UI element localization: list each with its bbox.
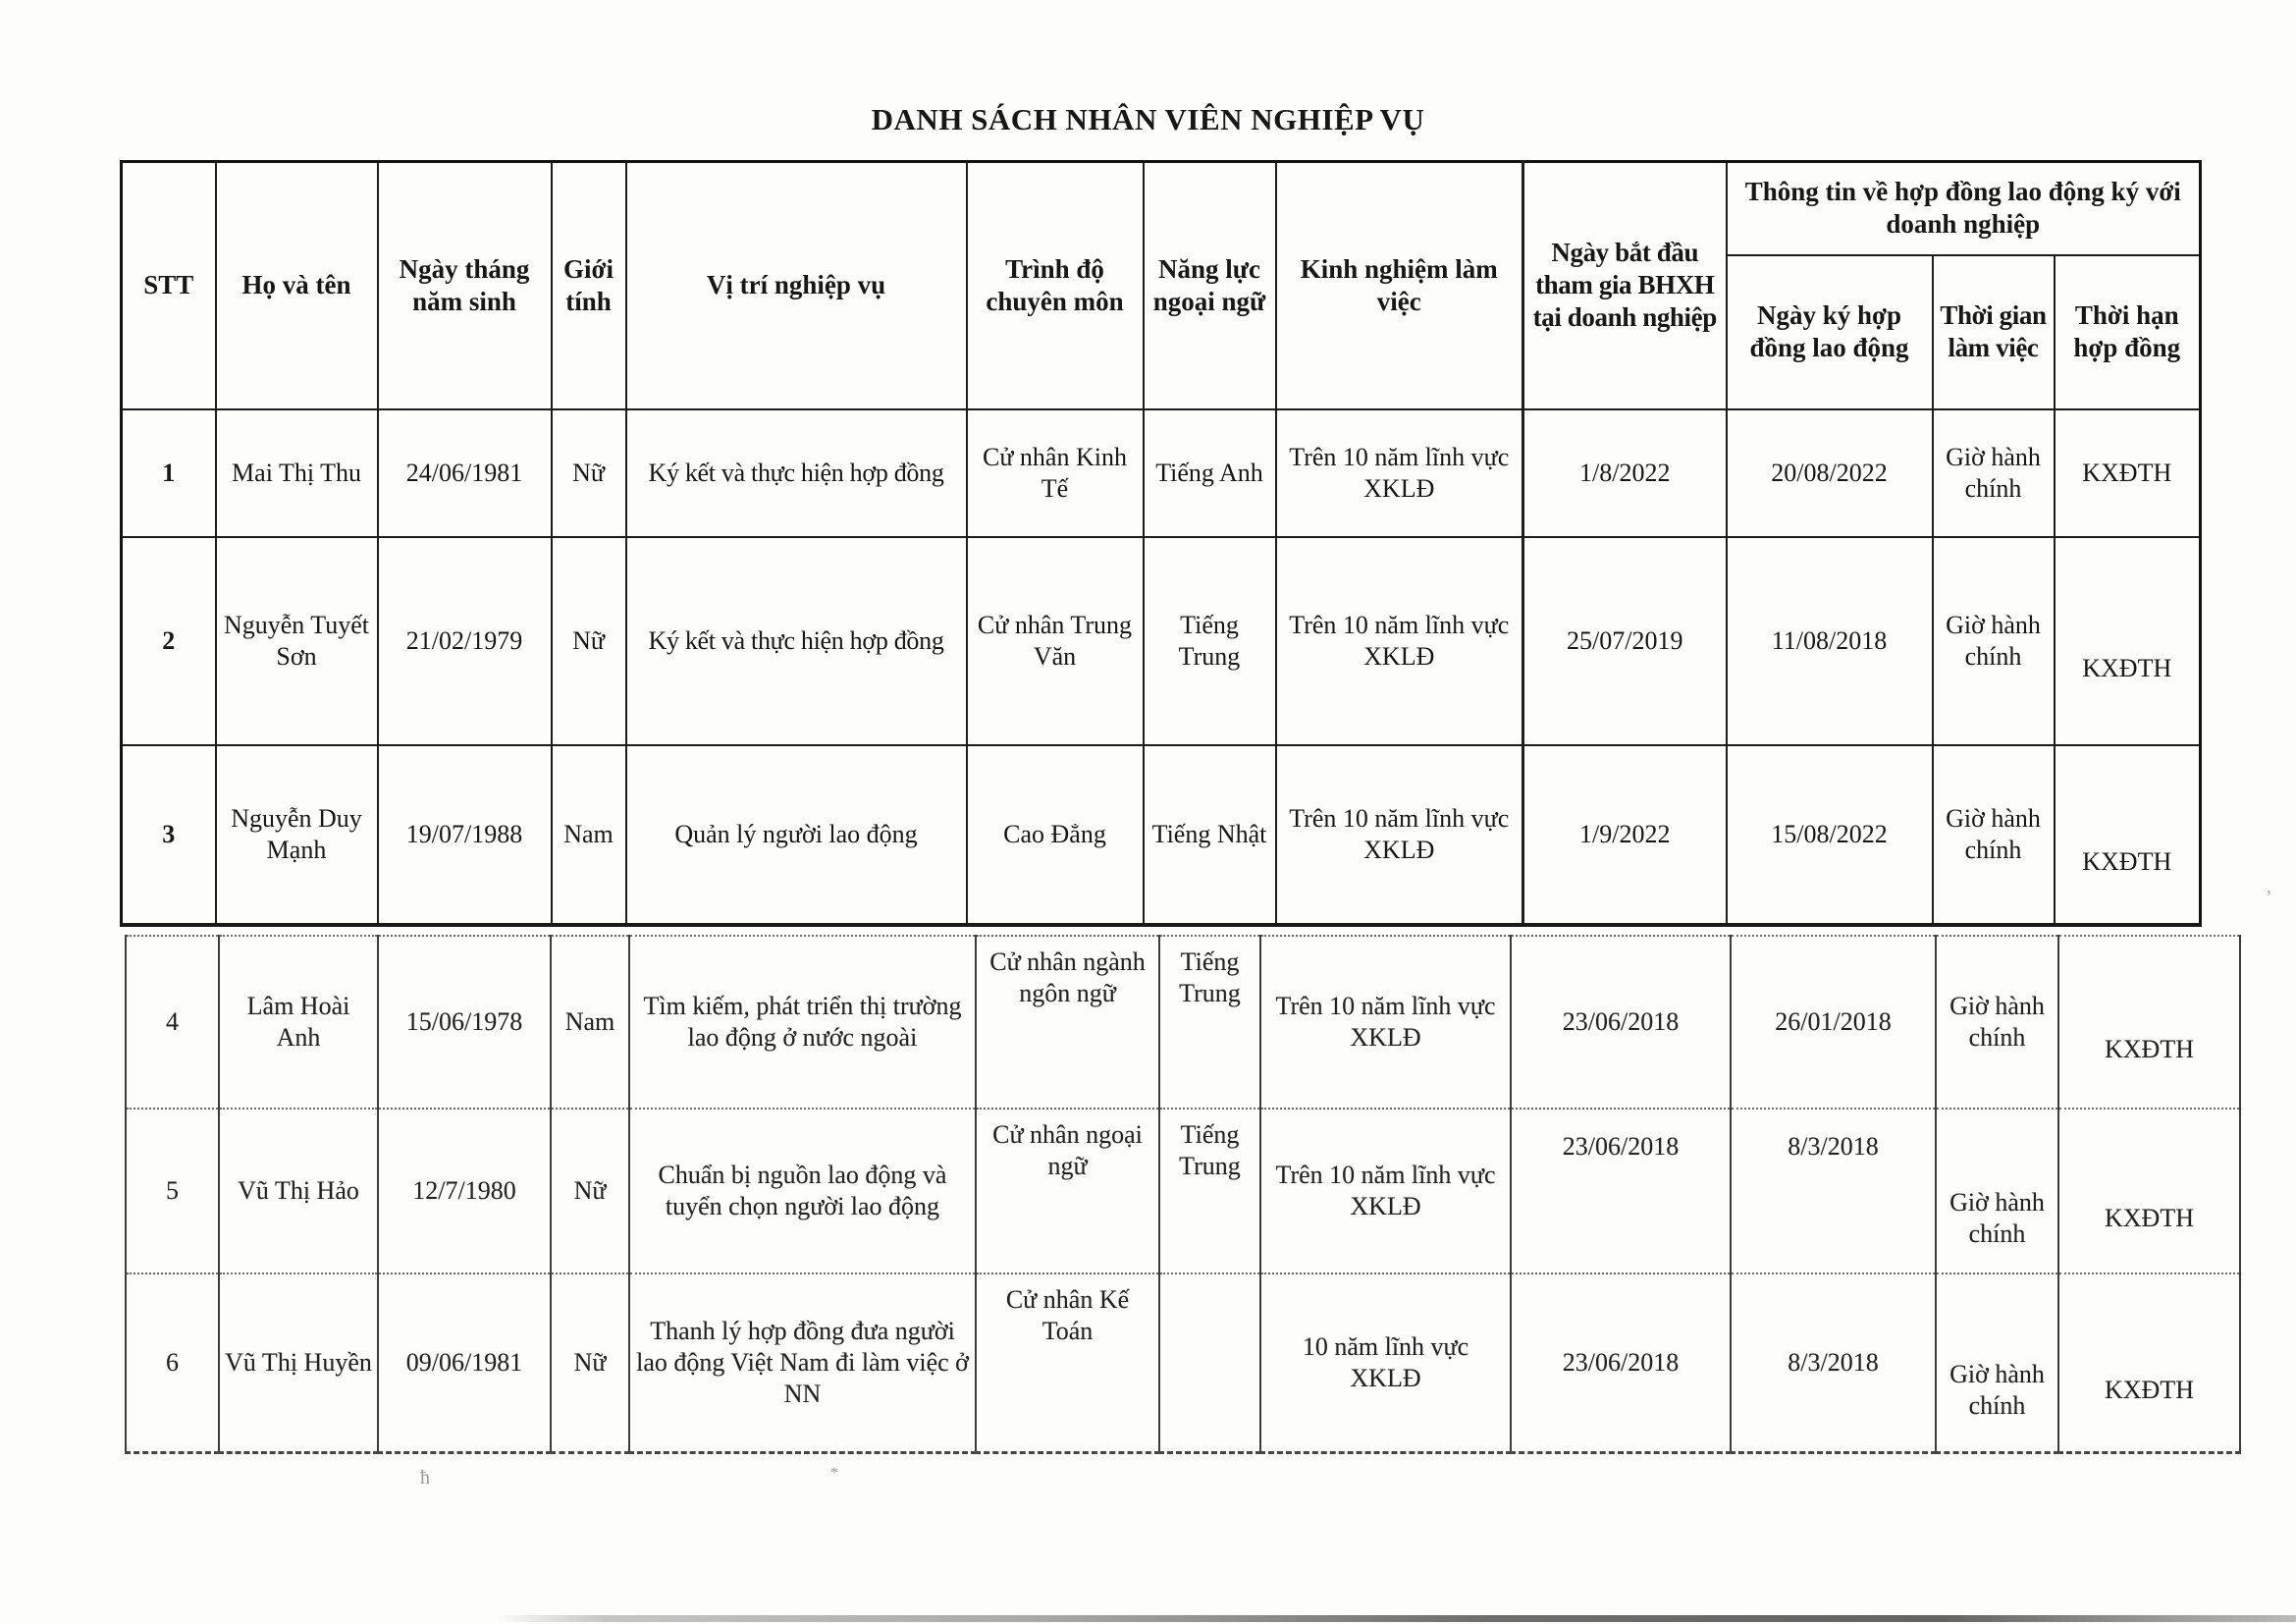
scan-speck: ћ	[420, 1467, 430, 1489]
col-header-bhxh: Ngày bắt đầu tham gia BHXH tại doanh nghiệp	[1523, 162, 1727, 409]
cell-language	[1159, 1273, 1260, 1452]
cell-stt: 5	[126, 1109, 219, 1273]
cell-contract-term: KXĐTH	[2058, 1273, 2240, 1452]
cell-position: Ký kết và thực hiện hợp đồng	[626, 409, 967, 537]
cell-qualification: Cao Đẳng	[967, 745, 1144, 925]
col-header-contract-term: Thời hạn hợp đồng	[2055, 255, 2201, 409]
cell-stt: 1	[122, 409, 216, 537]
cell-stt: 2	[122, 537, 216, 745]
cell-name: Nguyễn Tuyết Sơn	[216, 537, 378, 745]
cell-contract-date: 20/08/2022	[1727, 409, 1933, 537]
table-row-4	[126, 936, 2240, 1109]
cell-qualification: Cử nhân ngoại ngữ	[976, 1109, 1159, 1273]
cell-work-time: Giờ hành chính	[1933, 537, 2055, 745]
cell-bhxh: 25/07/2019	[1523, 537, 1727, 745]
cell-work-time: Giờ hành chính	[1936, 1273, 2058, 1452]
cell-bhxh: 23/06/2018	[1511, 936, 1731, 1109]
cell-bhxh: 1/8/2022	[1523, 409, 1727, 537]
cell-work-time: Giờ hành chính	[1933, 745, 2055, 925]
cell-stt: 3	[122, 745, 216, 925]
cell-gender: Nữ	[552, 409, 626, 537]
cell-contract-date: 15/08/2022	[1727, 745, 1933, 925]
cell-position: Quản lý người lao động	[626, 745, 967, 925]
cell-work-time: Giờ hành chính	[1933, 409, 2055, 537]
cell-dob: 21/02/1979	[378, 537, 552, 745]
cell-language: Tiếng Trung	[1144, 537, 1276, 745]
cell-name: Vũ Thị Huyền	[219, 1273, 378, 1452]
cell-contract-date: 11/08/2018	[1727, 537, 1933, 745]
cell-gender: Nữ	[551, 1273, 629, 1452]
cell-name: Mai Thị Thu	[216, 409, 378, 537]
cell-work-time: Giờ hành chính	[1936, 1109, 2058, 1273]
cell-experience: Trên 10 năm lĩnh vực XKLĐ	[1276, 537, 1523, 745]
cell-position: Tìm kiếm, phát triển thị trường lao động ở nước ngoài	[629, 936, 976, 1109]
cell-experience: Trên 10 năm lĩnh vực XKLĐ	[1260, 936, 1511, 1109]
cell-experience: 10 năm lĩnh vực XKLĐ	[1260, 1273, 1511, 1452]
scan-speck: *	[830, 1465, 838, 1482]
cell-language: Tiếng Anh	[1144, 409, 1276, 537]
col-header-gender: Giới tính	[552, 162, 626, 409]
col-header-dob: Ngày tháng năm sinh	[378, 162, 552, 409]
cell-language: Tiếng Nhật	[1144, 745, 1276, 925]
scan-speck: ‚	[2266, 876, 2272, 897]
cell-dob: 24/06/1981	[378, 409, 552, 537]
scan-artifact-bottom-edge	[496, 1615, 2296, 1622]
cell-work-time: Giờ hành chính	[1936, 936, 2058, 1109]
document-title: DANH SÁCH NHÂN VIÊN NGHIỆP VỤ	[871, 102, 1425, 136]
cell-gender: Nam	[551, 936, 629, 1109]
cell-dob: 09/06/1981	[378, 1273, 551, 1452]
cell-gender: Nam	[552, 745, 626, 925]
cell-language: Tiếng Trung	[1159, 1109, 1260, 1273]
cell-contract-term: KXĐTH	[2058, 1109, 2240, 1273]
cell-contract-date: 8/3/2018	[1731, 1109, 1936, 1273]
cell-position: Thanh lý hợp đồng đưa người lao động Việt Nam đi làm việc ở NN	[629, 1273, 976, 1452]
cell-stt: 4	[126, 936, 219, 1109]
cell-experience: Trên 10 năm lĩnh vực XKLĐ	[1276, 745, 1523, 925]
cell-qualification: Cử nhân Trung Văn	[967, 537, 1144, 745]
table-row-3	[122, 745, 2201, 925]
col-header-position: Vị trí nghiệp vụ	[626, 162, 967, 409]
cell-bhxh: 1/9/2022	[1523, 745, 1727, 925]
cell-name: Lâm Hoài Anh	[219, 936, 378, 1109]
col-header-name: Họ và tên	[216, 162, 378, 409]
cell-dob: 19/07/1988	[378, 745, 552, 925]
col-header-work-time: Thời gian làm việc	[1933, 255, 2055, 409]
col-header-contract-date: Ngày ký hợp đồng lao động	[1727, 255, 1933, 409]
cell-qualification: Cử nhân Kinh Tế	[967, 409, 1144, 537]
table-row-6	[126, 1273, 2240, 1452]
col-header-experience: Kinh nghiệm làm việc	[1276, 162, 1523, 409]
cell-name: Vũ Thị Hảo	[219, 1109, 378, 1273]
table-row-1	[122, 409, 2201, 537]
cell-contract-term: KXĐTH	[2055, 537, 2201, 745]
cell-qualification: Cử nhân ngành ngôn ngữ	[976, 936, 1159, 1109]
cell-dob: 12/7/1980	[378, 1109, 551, 1273]
cell-position: Ký kết và thực hiện hợp đồng	[626, 537, 967, 745]
cell-position: Chuẩn bị nguồn lao động và tuyển chọn người lao động	[629, 1109, 976, 1273]
cell-bhxh: 23/06/2018	[1511, 1109, 1731, 1273]
staff-table-continued	[125, 935, 2241, 1454]
col-header-qualification: Trình độ chuyên môn	[967, 162, 1144, 409]
col-header-stt: STT	[122, 162, 216, 409]
cell-contract-term: KXĐTH	[2055, 745, 2201, 925]
cell-contract-term: KXĐTH	[2058, 936, 2240, 1109]
cell-gender: Nữ	[551, 1109, 629, 1273]
cell-language: Tiếng Trung	[1159, 936, 1260, 1109]
cell-experience: Trên 10 năm lĩnh vực XKLĐ	[1276, 409, 1523, 537]
col-header-contract-group: Thông tin về hợp đồng lao động ký với doanh nghiệp	[1727, 162, 2201, 255]
table-row-5	[126, 1109, 2240, 1273]
staff-table-main	[120, 160, 2202, 927]
col-header-language: Năng lực ngoại ngữ	[1144, 162, 1276, 409]
table-row-2	[122, 537, 2201, 745]
cell-bhxh: 23/06/2018	[1511, 1273, 1731, 1452]
cell-experience: Trên 10 năm lĩnh vực XKLĐ	[1260, 1109, 1511, 1273]
cell-contract-date: 8/3/2018	[1731, 1273, 1936, 1452]
cell-contract-date: 26/01/2018	[1731, 936, 1936, 1109]
cell-contract-term: KXĐTH	[2055, 409, 2201, 537]
cell-gender: Nữ	[552, 537, 626, 745]
cell-dob: 15/06/1978	[378, 936, 551, 1109]
cell-stt: 6	[126, 1273, 219, 1452]
header-row-group	[122, 162, 2201, 255]
cell-qualification: Cử nhân Kế Toán	[976, 1273, 1159, 1452]
cell-name: Nguyễn Duy Mạnh	[216, 745, 378, 925]
